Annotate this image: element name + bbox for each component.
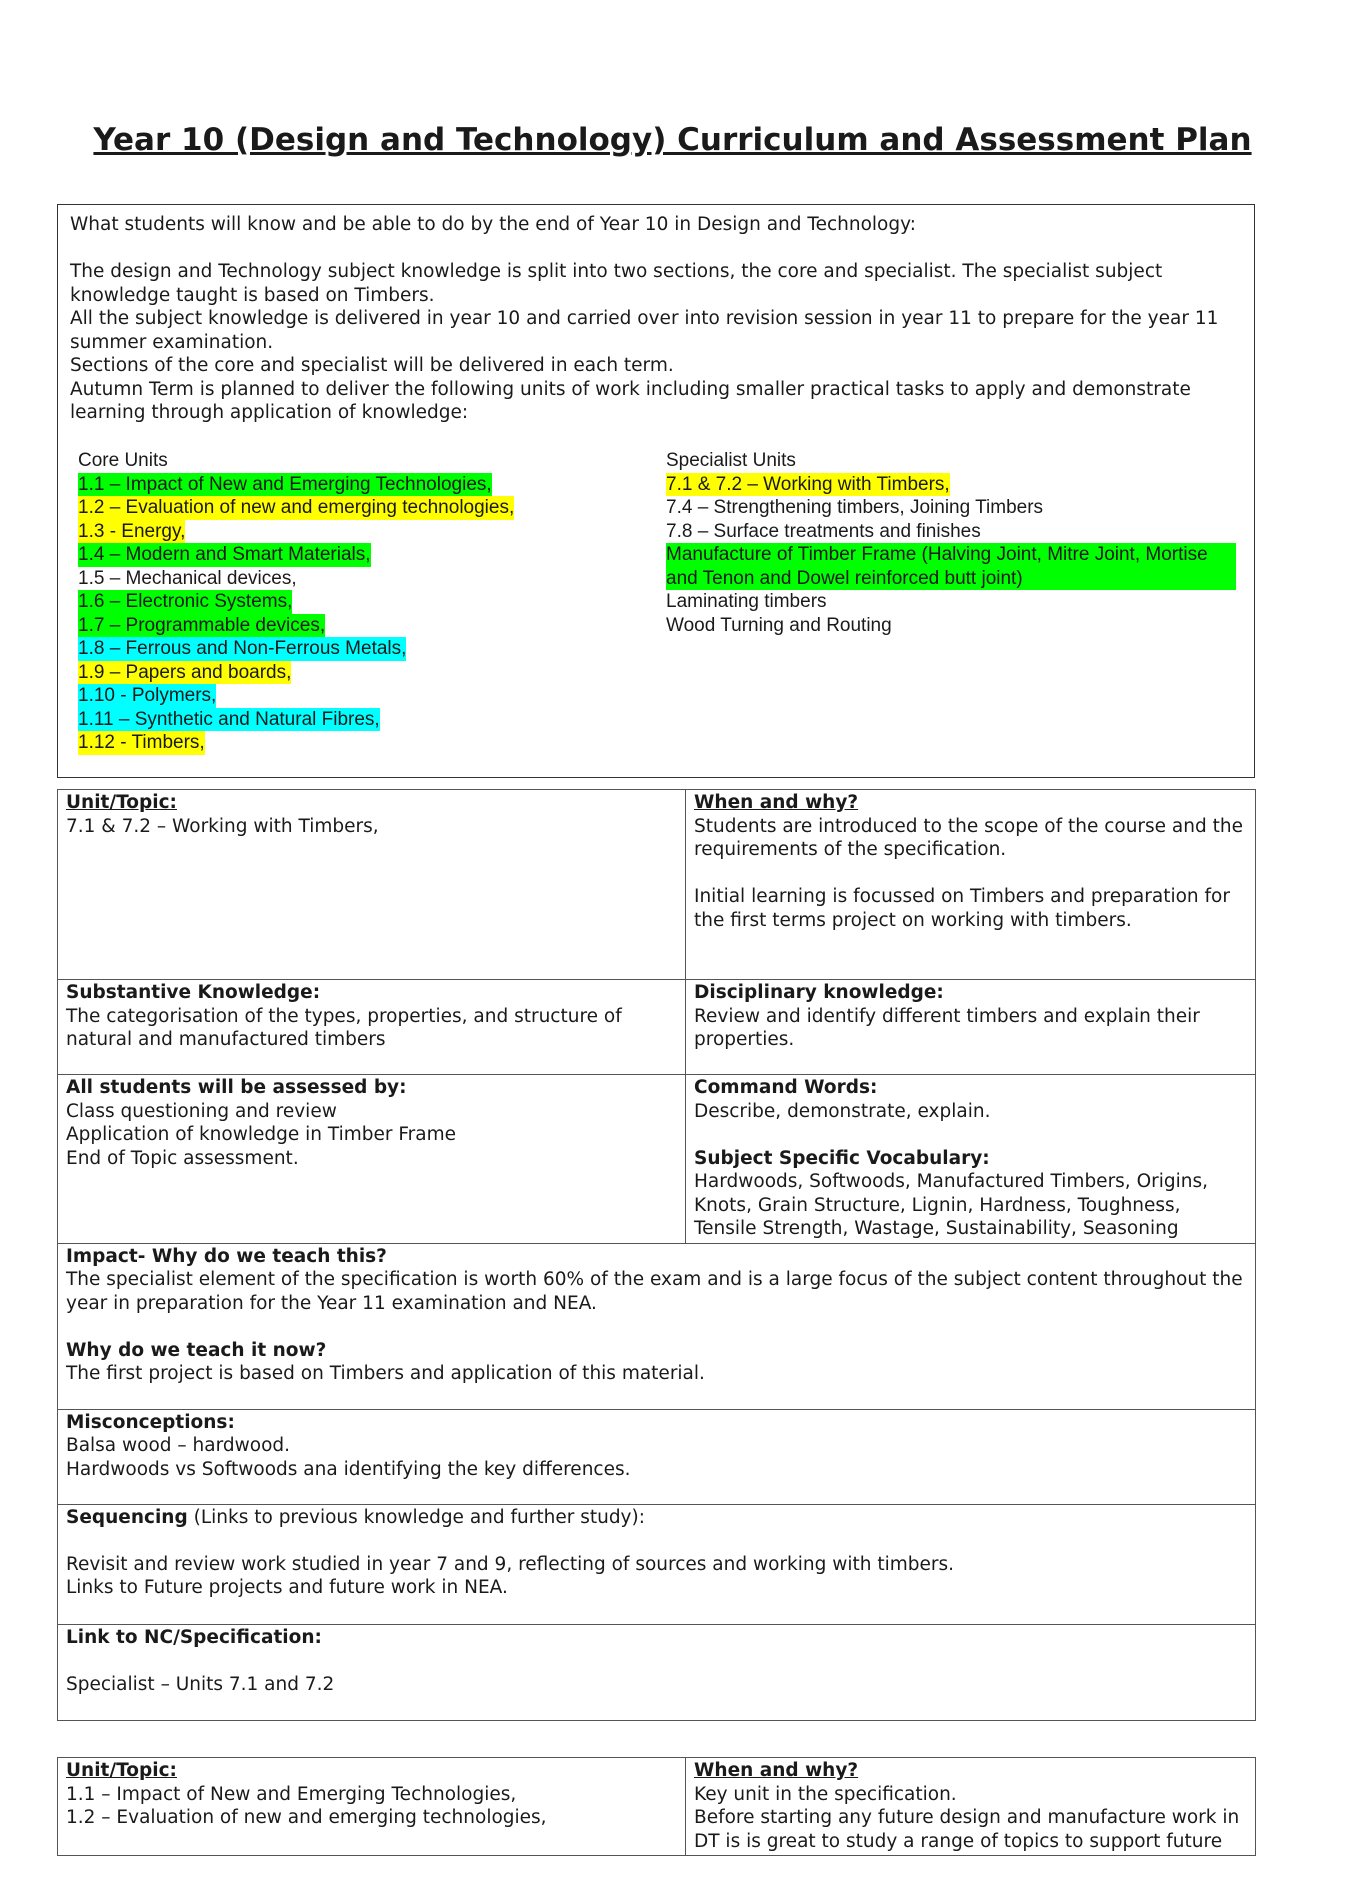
page-title: Year 10 (Design and Technology) Curriculum and Assessment Plan — [93, 122, 1252, 158]
disciplinary-label: Disciplinary knowledge: — [694, 982, 944, 1003]
command-words-label: Command Words: — [694, 1077, 878, 1098]
sequencing-item: Links to Future projects and future work in NEA. — [66, 1577, 508, 1598]
assessed-item: Class questioning and review — [66, 1100, 337, 1122]
core-units-heading: Core Units — [78, 450, 168, 471]
unit-topic-cell — [58, 1758, 686, 1856]
specialist-unit-item: Manufacture of Timber Frame (Halving Joint, Mitre Joint, Mortise and Tenon and Dowel reinforced butt joint) — [666, 543, 1236, 590]
impact-cell — [58, 1243, 1256, 1409]
intro-lead: What students will know and be able to do by the end of Year 10 in Design and Technology: — [70, 214, 916, 235]
vocabulary-text: Hardwoods, Softwoods, Manufactured Timbers, Origins, Knots, Grain Structure, Lignin, Hardness, Toughness, Tensile Strength, Wastage, Sustainability, Seasoning — [694, 1171, 1209, 1239]
core-unit-item: 1.7 – Programmable devices, — [78, 614, 326, 636]
specialist-units-heading: Specialist Units — [666, 450, 796, 471]
unit-plan-technologies — [57, 1757, 1256, 1856]
why-now-label: Why do we teach it now? — [66, 1339, 327, 1361]
misconceptions-label: Misconceptions: — [66, 1411, 235, 1433]
disciplinary-knowledge-cell — [686, 980, 1256, 1075]
when-why-label: When and why? — [694, 1760, 859, 1781]
command-words-cell — [686, 1075, 1256, 1244]
unit-topic-value: 1.2 – Evaluation of new and emerging technologies, — [66, 1807, 547, 1828]
nc-text: Specialist – Units 7.1 and 7.2 — [66, 1673, 335, 1695]
impact-text: The specialist element of the specification is worth 60% of the exam and is a large focus of the subject content throughout the year in preparation for the Year 11 examination and NEA. — [66, 1269, 1243, 1314]
specialist-units-list — [666, 449, 1236, 637]
sequencing-cell — [58, 1504, 1256, 1624]
substantive-label: Substantive Knowledge: — [66, 982, 321, 1003]
core-unit-item: 1.2 – Evaluation of new and emerging technologies, — [78, 497, 515, 518]
intro-paragraph: Autumn Term is planned to deliver the following units of work including smaller practical tasks to apply and demonstrate learning through application of knowledge: — [70, 378, 1191, 423]
intro-paragraph: All the subject knowledge is delivered in year 10 and carried over into revision session in year 11 to prepare for the year 11 summer examination. — [70, 308, 1219, 353]
sequencing-label: Sequencing — [66, 1506, 188, 1528]
core-unit-item: 1.11 – Synthetic and Natural Fibres, — [78, 708, 380, 730]
why-now-text: The first project is based on Timbers and application of this material. — [66, 1363, 705, 1384]
core-unit-item: 1.4 – Modern and Smart Materials, — [78, 544, 371, 565]
intro-paragraph: Sections of the core and specialist will be delivered in each term. — [70, 355, 674, 376]
core-unit-item: 1.12 - Timbers, — [78, 732, 205, 753]
unit-topic-cell — [58, 790, 686, 980]
when-why-label: When and why? — [694, 792, 859, 813]
sequencing-item: Revisit and review work studied in year 7 and 9, reflecting of sources and working with timbers. — [66, 1553, 955, 1575]
core-unit-item: 1.5 – Mechanical devices, — [78, 567, 297, 589]
core-unit-item: 1.1 – Impact of New and Emerging Technologies, — [78, 473, 492, 495]
unit-plan-timbers — [57, 789, 1256, 1721]
unit-topic-value: 7.1 & 7.2 – Working with Timbers, — [66, 815, 379, 837]
core-unit-item: 1.8 – Ferrous and Non-Ferrous Metals, — [78, 638, 407, 659]
specialist-unit-item: 7.1 & 7.2 – Working with Timbers, — [666, 473, 950, 495]
substantive-knowledge-cell — [58, 980, 686, 1075]
core-unit-item: 1.10 - Polymers, — [78, 685, 217, 706]
impact-label: Impact- Why do we teach this? — [66, 1245, 387, 1267]
nc-specification-cell — [58, 1624, 1256, 1720]
when-why-cell — [686, 790, 1256, 980]
intro-box — [57, 204, 1255, 778]
specialist-unit-item: 7.8 – Surface treatments and finishes — [666, 520, 981, 542]
core-units-list — [78, 449, 514, 755]
when-why-text: Initial learning is focussed on Timbers and preparation for the first terms project on working with timbers. — [694, 886, 1230, 931]
specialist-unit-item: 7.4 – Strengthening timbers, Joining Timbers — [666, 497, 1044, 518]
command-words-text: Describe, demonstrate, explain. — [694, 1100, 991, 1122]
disciplinary-text: Review and identify different timbers and explain their properties. — [694, 1005, 1200, 1050]
core-unit-item: 1.3 - Energy, — [78, 520, 186, 542]
unit-topic-label: Unit/Topic: — [66, 792, 177, 813]
sequencing-note: (Links to previous knowledge and further study): — [187, 1506, 645, 1528]
nc-label: Link to NC/Specification: — [66, 1626, 322, 1648]
core-unit-item: 1.9 – Papers and boards, — [78, 661, 292, 683]
when-why-text: Key unit in the specification. — [694, 1783, 957, 1805]
misconception-item: Balsa wood – hardwood. — [66, 1435, 291, 1456]
unit-topic-value: 1.1 – Impact of New and Emerging Technologies, — [66, 1783, 517, 1805]
when-why-cell — [686, 1758, 1256, 1856]
when-why-text: Before starting any future design and manufacture work in DT is is great to study a range of topics to support future — [694, 1807, 1240, 1852]
specialist-unit-item: Wood Turning and Routing — [666, 614, 892, 636]
assessed-item: Application of knowledge in Timber Frame — [66, 1124, 457, 1145]
intro-paragraph: The design and Technology subject knowledge is split into two sections, the core and specialist. The specialist subject knowledge taught is based on Timbers. — [70, 261, 1163, 306]
core-unit-item: 1.6 – Electronic Systems, — [78, 591, 293, 612]
misconceptions-cell — [58, 1409, 1256, 1504]
unit-topic-label: Unit/Topic: — [66, 1760, 177, 1781]
when-why-text: Students are introduced to the scope of the course and the requirements of the specification. — [694, 815, 1243, 860]
substantive-text: The categorisation of the types, properties, and structure of natural and manufactured timbers — [66, 1005, 622, 1050]
misconception-item: Hardwoods vs Softwoods ana identifying the key differences. — [66, 1458, 631, 1480]
vocabulary-label: Subject Specific Vocabulary: — [694, 1147, 990, 1169]
assessed-label: All students will be assessed by: — [66, 1077, 407, 1098]
specialist-unit-item: Laminating timbers — [666, 591, 827, 612]
assessed-item: End of Topic assessment. — [66, 1147, 299, 1169]
assessment-cell — [58, 1075, 686, 1244]
